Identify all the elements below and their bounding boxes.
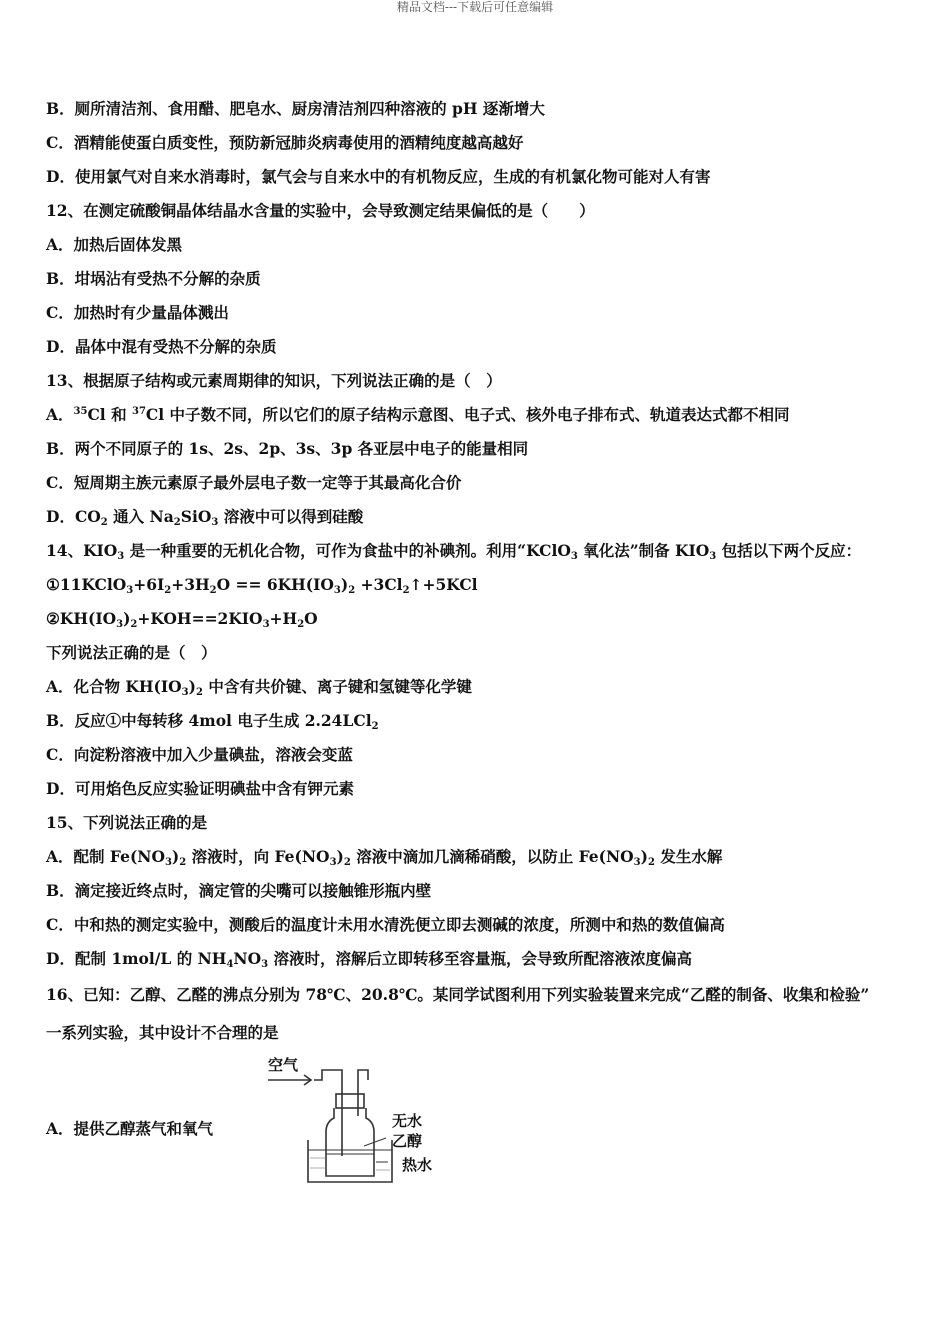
- option-line: B．滴定接近终点时，滴定管的尖嘴可以接触锥形瓶内壁: [46, 881, 432, 900]
- apparatus-figure: [264, 1058, 444, 1186]
- question-16: 16、已知：乙醇、乙醛的沸点分别为 78℃、20.8℃。某同学试图利用下列实验装置来完成“乙醛的制备、收集和检验”: [46, 985, 870, 1004]
- question-15: 15、下列说法正确的是: [46, 813, 208, 832]
- air-label: 空气: [268, 1056, 299, 1074]
- ethanol-label: 乙醇: [392, 1132, 423, 1150]
- question-13: 13、根据原子结构或元素周期律的知识，下列说法正确的是（ ）: [46, 371, 502, 390]
- option-line: A．加热后固体发黑: [46, 235, 183, 254]
- option-line: A．化合物 $KH(IO_3)_2$ 中含有共价键、离子键和氢键等化学键: [46, 677, 472, 698]
- option-line: D．使用氯气对自来水消毒时，氯气会与自来水中的有机物反应，生成的有机氯化物可能对人有害: [46, 167, 711, 186]
- option-line: C．酒精能使蛋白质变性，预防新冠肺炎病毒使用的酒精纯度越高越好: [46, 133, 524, 152]
- option-line: C．短周期主族元素原子最外层电子数一定等于其最高化合价: [46, 473, 462, 492]
- reaction-2: $②KH(IO_3)_2+KOH==2KIO_3+H_2O$: [46, 609, 318, 630]
- option-line: C．中和热的测定实验中，测酸后的温度计未用水清洗便立即去测碱的浓度，所测中和热的数值偏高: [46, 915, 725, 934]
- option-line: B．反应①中每转移 4mol 电子生成 2.24LCl$_2$: [46, 711, 379, 732]
- option-line: D．晶体中混有受热不分解的杂质: [46, 337, 277, 356]
- option-line: D．$CO_2$ 通入 $Na_2SiO_3$ 溶液中可以得到硅酸: [46, 507, 364, 528]
- option-line: C．向淀粉溶液中加入少量碘盐，溶液会变蓝: [46, 745, 353, 764]
- option-line: C．加热时有少量晶体溅出: [46, 303, 229, 322]
- option-line: B．坩埚沾有受热不分解的杂质: [46, 269, 261, 288]
- page-header: 精品文档---下载后可任意编辑: [396, 0, 554, 14]
- question-12: 12、在测定硫酸铜晶体结晶水含量的实验中，会导致测定结果偏低的是（ ）: [46, 201, 595, 220]
- option-line: D．配制 1mol/L 的 $NH_4NO_3$ 溶液时，溶解后立即转移至容量瓶，会导致所配溶液浓度偏高: [46, 949, 692, 970]
- option-line: A．提供乙醇蒸气和氧气: [46, 1119, 214, 1138]
- option-line: B．两个不同原子的 1s、2s、2p、3s、3p 各亚层中电子的能量相同: [46, 439, 529, 458]
- hot-water-label: 热水: [402, 1156, 433, 1174]
- option-line: A．$^{35}$Cl 和 $^{37}$Cl 中子数不同，所以它们的原子结构示意图、电子式、核外电子排布式、轨道表达式都不相同: [46, 405, 790, 424]
- question-prompt: 下列说法正确的是（ ）: [46, 643, 217, 662]
- option-line: D．可用焰色反应实验证明碘盐中含有钾元素: [46, 779, 354, 798]
- option-line: B．厕所清洁剂、食用醋、肥皂水、厨房清洁剂四种溶液的 pH 逐渐增大: [46, 99, 545, 118]
- anhydrous-label: 无水: [392, 1112, 423, 1130]
- question-16-continued: 一系列实验，其中设计不合理的是: [46, 1023, 279, 1042]
- question-14: 14、$KIO_3$ 是一种重要的无机化合物，可作为食盐中的补碘剂。利用“KClO$_3$ 氧化法”制备 $KIO_3$ 包括以下两个反应：: [46, 541, 862, 562]
- option-line: A．配制 $Fe(NO_3)_2$ 溶液时，向 $Fe(NO_3)_2$ 溶液中滴加几滴稀硝酸，以防止 $Fe(NO_3)_2$ 发生水解: [46, 847, 723, 868]
- reaction-1: $①11KClO_3+6I_2+3H_2O == 6KH(IO_3)_2$ $+3Cl_2↑+5KCl$: [46, 575, 478, 596]
